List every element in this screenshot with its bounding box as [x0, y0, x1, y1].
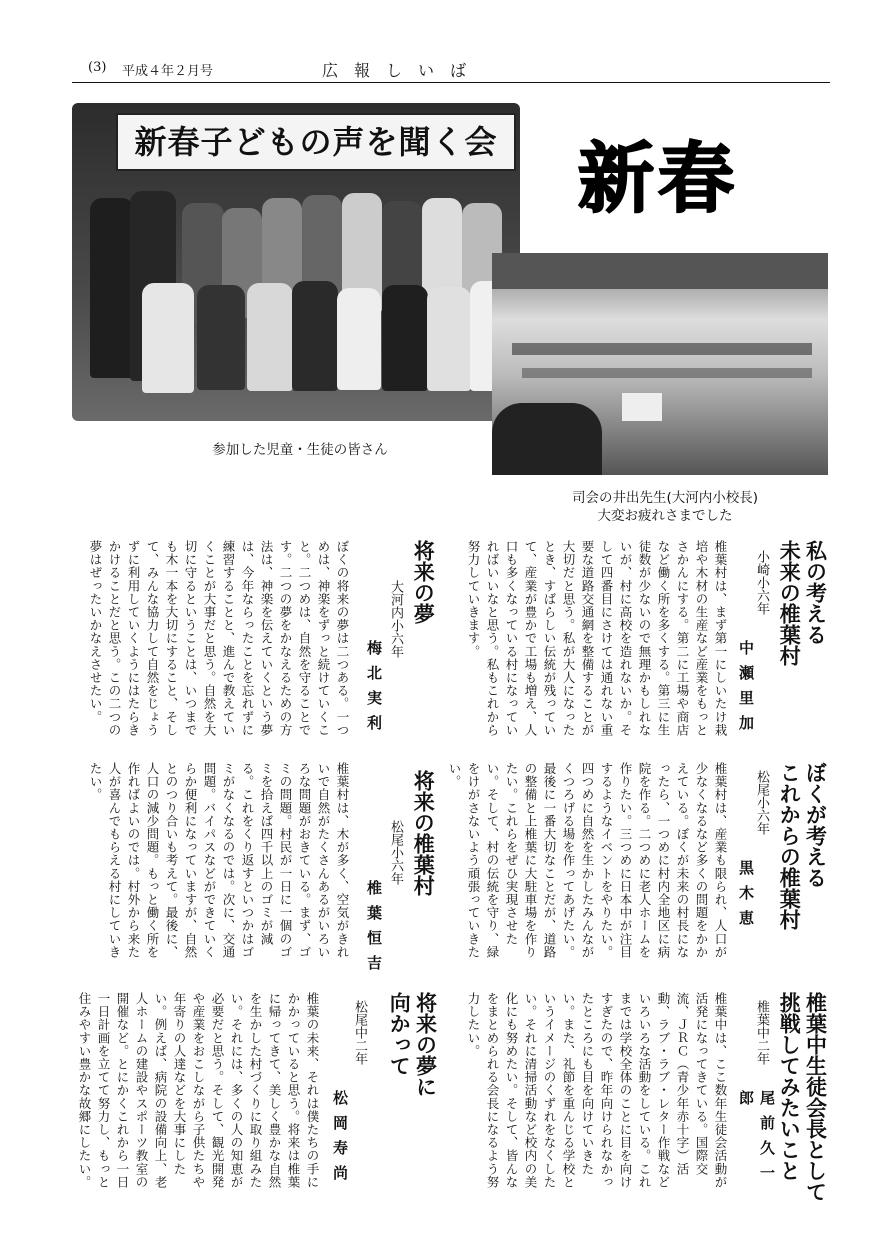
article-author: 尾前久一郎 [737, 1090, 776, 1190]
article-body: 椎葉の未来、それは僕たちの手にかかっていると思う。将来は椎葉に帰ってきて、美しく豊かな自然を生かした村づくりに取り組みたい。それには、多くの人の知恵が必要だと思う。そして、観光開発や産業をおこしながら子供たちや年寄りの人達などを大事にしたい。例えば、病院の設備向上、老人ホームの建設やスポーツ教室の開催など。とにかくこれから一日一日計画を立てて努力し、もっと住みやすい豊かな故郷にしたい。 [77, 992, 320, 1189]
article-author: 梅北実利 [365, 640, 383, 740]
article-body: 椎葉村は、まず第一にしいたけ栽培や木材の生産など産業をもっとさかんにする。第二に工場や商店など働く所を多くする。第三に生徒数が少ないので無理かもしれないが、村に高校を造れないか。そして四番目にさけては通れない重要な道路交通網を整備することが大切だと思う。私が大人になったとき、すばらしい伝統が残っていて、産業が豊かで工場も増え、人口も多くなっている村になっていればいいなと思う。私もこれから努力していきます。 [466, 540, 728, 737]
page-header [72, 58, 830, 83]
group-photo-caption: 参加した児童・生徒の皆さん [212, 442, 388, 458]
article-title: 将来の夢 [411, 540, 436, 624]
article-author: 松岡寿尚 [331, 1090, 349, 1190]
article-byline: 松尾中二年 [352, 1000, 367, 1065]
meeting-photo-caption-line2: 大変お疲れさまでした [597, 508, 733, 524]
feature-title: 新春 [578, 134, 738, 223]
article-byline: 松尾小六年 [388, 820, 403, 885]
article-title: 椎葉中生徒会長として 挑戦してみたいこと [777, 992, 828, 1202]
group-photo [72, 103, 520, 421]
article-byline: 小崎小六年 [754, 550, 769, 615]
newsletter-title: 広報しいば [322, 61, 483, 80]
meeting-photo [492, 253, 828, 475]
issue-date: 平成４年２月号 [122, 64, 214, 79]
article-body: 椎葉村は、産業も限られ、人口が少なくなるなど多くの問題をかかえている。ぼくが未来の村長になったら、一つめに村内全地区に病院を作る。二つめに老人ホームを作りたい。三つめに日本中が注目するようなイベントをやりたい。四つめに自然を生かしたみんながくつろげる場を作ってあげたい。最後に一番大切なことだが、道路の整備と上椎葉に大駐車場を作りたい。これらをぜひ実現させたい。そして、村の伝統を守り、緑をけがさないよう頑張っていきたい。 [447, 762, 728, 959]
article-title: ぼくが考える これからの椎葉村 [777, 762, 828, 930]
article-byline: 椎葉中二年 [754, 1000, 769, 1065]
meeting-photo-caption-line1: 司会の井出先生(大河内小校長) [571, 490, 759, 506]
article-author: 椎葉恒吉 [365, 880, 383, 980]
article-body: 椎葉中は、ここ数年生徒会活動が活発になってきている。国際交流、ＪＲＣ（青少年赤十字）活動、ラブ・ラブ・レター作戦などいろいろな活動をしている。これまでは学校全体のことに目を向けすぎたので、昨年向けられなかったところにも目を向けていきたい。また、礼節を重んじる学校というイメージのくずれをなくしたい。それに清掃活動など校内の美化にも努めたい。そして、皆んなをまとめられる会長になるよう努力したい。 [466, 992, 728, 1189]
article-title: 将来の椎葉村 [411, 770, 436, 896]
article-body: ぼくの将来の夢は二つある。一つめは、神楽をずっと続けていくこと。二つめは、自然を守ることです。二つの夢をかなえるための方法は、神楽を伝えていくという夢は、今年ならったことを忘れずに練習することと、進んで教えていくことが大事だと思う。自然を大切に守るということは、いつまでも木一本を大切にすること、そして、みんな協力して自然をじょうずに利用していくようにはたらきかけることだと思う。この二つの夢はぜったいかなえさせたい。 [88, 540, 350, 737]
article-title: 私の考える 未来の椎葉村 [777, 540, 828, 666]
article-author: 黒木恵 [737, 860, 755, 935]
article-title: 将来の夢に 向かって [387, 992, 438, 1097]
article-body: 椎葉村は、木が多く、空気がきれいで自然がたくさんあるがいろいろな問題がおきている。まず、ゴミの問題。村民が一日に一個のゴミを拾えば四千以上のゴミが減る。これをくり返すといつかはゴミがなくなるのでは。次に、交通問題。バイパスなどができていくらか便利になっていますが、自然とのつり合いも考えて。最後に、人口の減少問題。もっと働く所を作ればよいのでは。村外から来た人が喜んでもらえる村にしていきたい。 [88, 762, 350, 959]
event-banner: 新春子どもの声を聞く会 [116, 113, 516, 171]
article-byline: 松尾小六年 [754, 770, 769, 835]
article-byline: 大河内小六年 [388, 580, 403, 658]
article-author: 中瀬里加 [737, 640, 755, 740]
page-number: (3) [88, 60, 107, 75]
